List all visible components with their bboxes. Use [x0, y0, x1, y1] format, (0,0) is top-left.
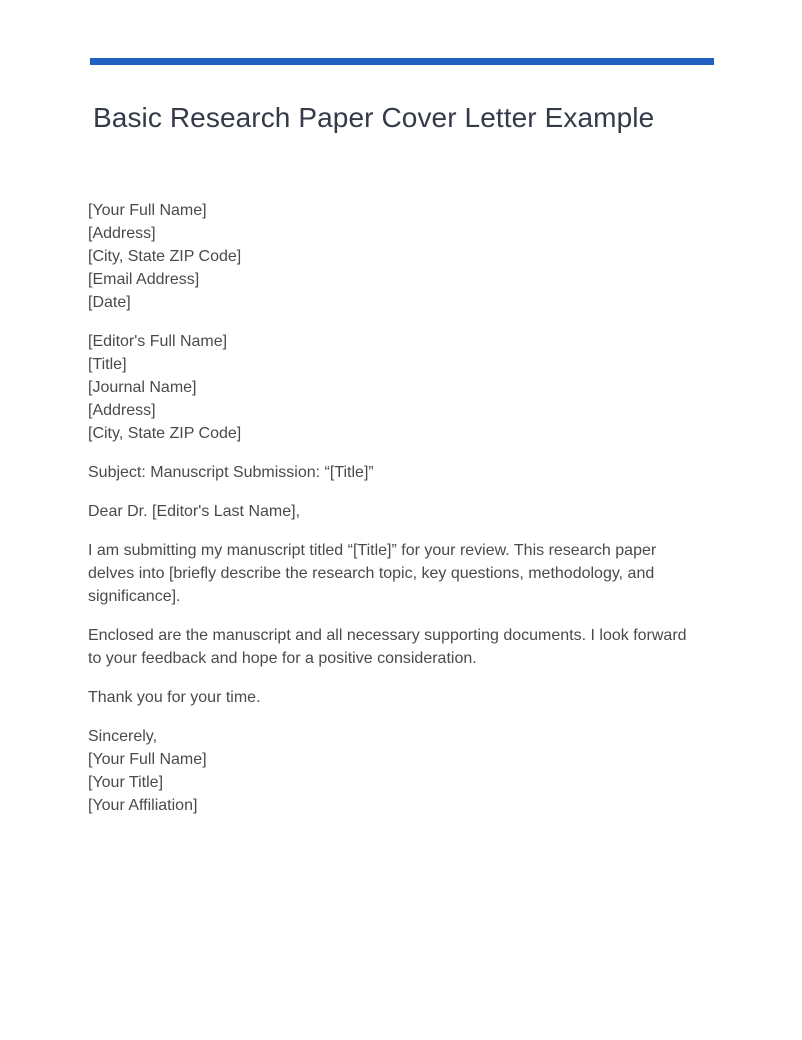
body-paragraph-intro: I am submitting my manuscript titled “[Title]” for your review. This research paper delves into [briefly describe the research topic, key questions, methodology, and significance].: [88, 542, 657, 605]
journal-name: [Journal Name]: [88, 379, 197, 396]
closing-sincerely: Sincerely,: [88, 728, 158, 745]
sender-city-state-zip: [City, State ZIP Code]: [88, 248, 242, 265]
editor-name: [Editor's Full Name]: [88, 333, 228, 350]
recipient-address-block: [88, 330, 688, 445]
sender-address: [Address]: [88, 225, 156, 242]
page-title: Basic Research Paper Cover Letter Example: [93, 102, 655, 133]
letter-date: [Date]: [88, 294, 131, 311]
closing-block: [88, 725, 688, 817]
signer-affiliation: [Your Affiliation]: [88, 797, 198, 814]
salutation: Dear Dr. [Editor's Last Name],: [88, 503, 301, 520]
journal-address: [Address]: [88, 402, 156, 419]
accent-bar: [90, 58, 714, 65]
sender-address-block: [88, 199, 688, 314]
letter-body: [88, 199, 688, 833]
sender-email: [Email Address]: [88, 271, 200, 288]
signer-name: [Your Full Name]: [88, 751, 207, 768]
body-paragraph-thanks: Thank you for your time.: [88, 689, 261, 706]
editor-title: [Title]: [88, 356, 127, 373]
sender-name: [Your Full Name]: [88, 202, 207, 219]
body-paragraph-enclosures: Enclosed are the manuscript and all necessary supporting documents. I look forward to your feedback and hope for a positive consideration.: [88, 627, 687, 667]
subject-line: Subject: Manuscript Submission: “[Title]”: [88, 464, 374, 481]
journal-city-state-zip: [City, State ZIP Code]: [88, 425, 242, 442]
signer-title: [Your Title]: [88, 774, 164, 791]
